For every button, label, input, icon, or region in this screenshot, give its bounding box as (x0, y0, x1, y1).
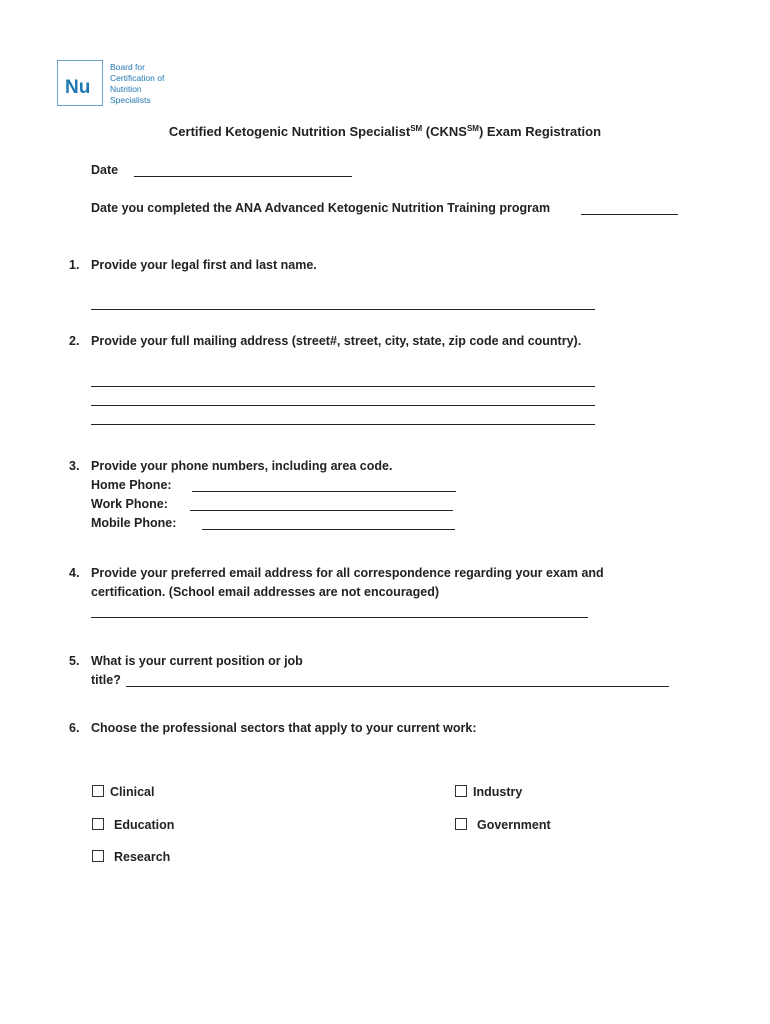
question-number: 2. (69, 334, 80, 348)
title-sup-2: SM (466, 124, 479, 133)
question-3 (69, 459, 393, 473)
checkbox-icon[interactable] (455, 818, 467, 830)
sector-government[interactable] (455, 818, 551, 832)
sector-label: Government (477, 818, 551, 832)
work-phone-label: Work Phone: (91, 497, 168, 511)
name-field[interactable] (91, 309, 595, 310)
question-number: 1. (69, 258, 80, 272)
mobile-phone-field[interactable] (202, 529, 455, 530)
address-field-line-3[interactable] (91, 424, 595, 425)
logo-line: Specialists (110, 95, 151, 105)
logo-nu-text: Nu (65, 77, 91, 98)
question-6 (69, 721, 477, 735)
logo-mark (57, 60, 103, 106)
sector-label: Education (114, 818, 175, 832)
title-main: Certified Ketogenic Nutrition Specialist (168, 124, 411, 139)
question-5 (69, 654, 303, 668)
logo-line: Certification of (110, 73, 165, 83)
sector-label: Industry (473, 785, 523, 799)
logo-org-name (110, 62, 164, 106)
question-number: 4. (69, 566, 80, 580)
home-phone-label: Home Phone: (91, 478, 172, 492)
home-phone-field[interactable] (192, 491, 456, 492)
question-text: Provide your preferred email address for all correspondence regarding your exam and (91, 566, 604, 580)
completion-date-row (91, 201, 550, 215)
email-field[interactable] (91, 617, 588, 618)
question-text: Provide your full mailing address (street#, street, city, state, zip code and country). (91, 334, 582, 348)
position-field[interactable] (126, 686, 669, 687)
checkbox-icon[interactable] (455, 785, 467, 797)
title-end: ) Exam Registration (478, 124, 602, 139)
sector-clinical[interactable] (92, 785, 154, 799)
checkbox-icon[interactable] (92, 818, 104, 830)
completion-date-label: Date you completed the ANA Advanced Ketogenic Nutrition Training program (91, 201, 551, 215)
sector-industry[interactable] (455, 785, 522, 799)
sector-label: Clinical (110, 785, 155, 799)
question-text: What is your current position or job (91, 654, 303, 668)
page-title (0, 124, 770, 139)
date-row (91, 163, 118, 177)
completion-date-field[interactable] (581, 214, 678, 215)
question-text: Choose the professional sectors that apply to your current work: (91, 721, 477, 735)
title-sup-1: SM (410, 124, 423, 133)
question-1 (69, 258, 317, 272)
logo-line: Nutrition (110, 84, 142, 94)
logo-line: Board for (110, 62, 145, 72)
work-phone-field[interactable] (190, 510, 453, 511)
date-label: Date (91, 163, 119, 177)
address-field-line-2[interactable] (91, 405, 595, 406)
question-2 (69, 334, 582, 348)
checkbox-icon[interactable] (92, 785, 104, 797)
question-text: Provide your phone numbers, including area code. (91, 459, 393, 473)
question-text: Provide your legal first and last name. (91, 258, 317, 272)
date-field[interactable] (134, 176, 352, 177)
title-middle: (CKNS (422, 124, 467, 139)
sector-education[interactable] (92, 818, 174, 832)
question-4 (69, 566, 604, 580)
sector-research[interactable] (92, 850, 170, 864)
question-number: 5. (69, 654, 80, 668)
checkbox-icon[interactable] (92, 850, 104, 862)
sector-label: Research (114, 850, 171, 864)
question-5-continued: title? (91, 673, 121, 687)
question-number: 3. (69, 459, 80, 473)
question-number: 6. (69, 721, 80, 735)
question-4-continued: certification. (School email addresses are not encouraged) (91, 585, 440, 599)
address-field-line-1[interactable] (91, 386, 595, 387)
mobile-phone-label: Mobile Phone: (91, 516, 177, 530)
